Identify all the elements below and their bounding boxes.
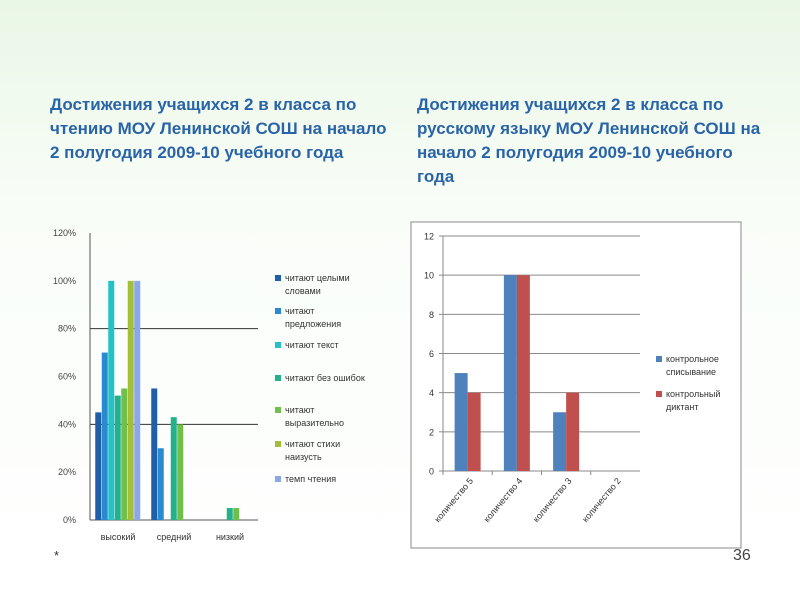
bar <box>517 275 530 471</box>
legend-label: читают текст <box>285 340 339 350</box>
x-tick-label: высокий <box>100 532 136 542</box>
y-tick-label: 0 <box>428 466 434 477</box>
legend-swatch <box>656 391 662 397</box>
legend-label: читают <box>285 306 315 316</box>
y-tick-label: 0% <box>62 515 76 525</box>
y-tick-label: 12 <box>423 231 434 242</box>
bar <box>455 373 468 471</box>
reading-chart-title: Достижения учащихся 2 в класса по чтению МОУ Ленинской СОШ на начало 2 полугодия 2009-10 учебного года <box>50 95 387 162</box>
legend-label: наизусть <box>285 452 322 462</box>
legend-label: читают <box>285 405 315 415</box>
legend-label: читают стихи <box>285 439 341 449</box>
legend-label: читают целыми <box>285 273 350 283</box>
bar <box>468 393 481 471</box>
legend-label: словами <box>285 286 321 296</box>
x-tick-label: количество 3 <box>530 475 574 525</box>
legend-label: диктант <box>666 402 699 412</box>
y-tick-label: 100% <box>52 275 76 286</box>
bar <box>566 393 579 471</box>
legend-label: выразительно <box>285 418 344 428</box>
legend-swatch <box>656 356 662 362</box>
y-tick-label: 2 <box>428 427 434 438</box>
x-tick-label: количество 5 <box>432 475 476 525</box>
footnote-star: * <box>54 548 60 563</box>
bar <box>553 412 566 471</box>
y-tick-label: 6 <box>428 349 434 359</box>
y-tick-label: 20% <box>57 467 76 478</box>
legend-label: предложения <box>285 319 342 329</box>
legend-label: контрольное <box>666 354 719 364</box>
russian-chart-title: Достижения учащихся 2 в класса по русскому языку МОУ Ленинской СОШ на начало 2 полугодия 2009-10 учебного года <box>417 95 761 186</box>
bar <box>504 275 517 471</box>
x-tick-label: количество 2 <box>580 475 623 525</box>
y-tick-label: 40% <box>57 419 76 430</box>
y-tick-label: 10 <box>423 270 434 281</box>
page-number: 36 <box>733 547 751 564</box>
y-tick-label: 60% <box>57 371 76 382</box>
y-tick-label: 120% <box>52 228 76 238</box>
x-tick-label: низкий <box>215 532 245 542</box>
legend-label: списывание <box>666 367 717 377</box>
x-tick-label: количество 4 <box>481 475 525 525</box>
y-tick-label: 4 <box>428 388 434 399</box>
legend-label: темп чтения <box>285 474 337 484</box>
x-tick-label: средний <box>156 532 192 542</box>
legend-label: контрольный <box>666 389 721 399</box>
y-tick-label: 8 <box>428 309 434 320</box>
y-tick-label: 80% <box>57 323 76 334</box>
legend-label: читают без ошибок <box>285 373 365 383</box>
